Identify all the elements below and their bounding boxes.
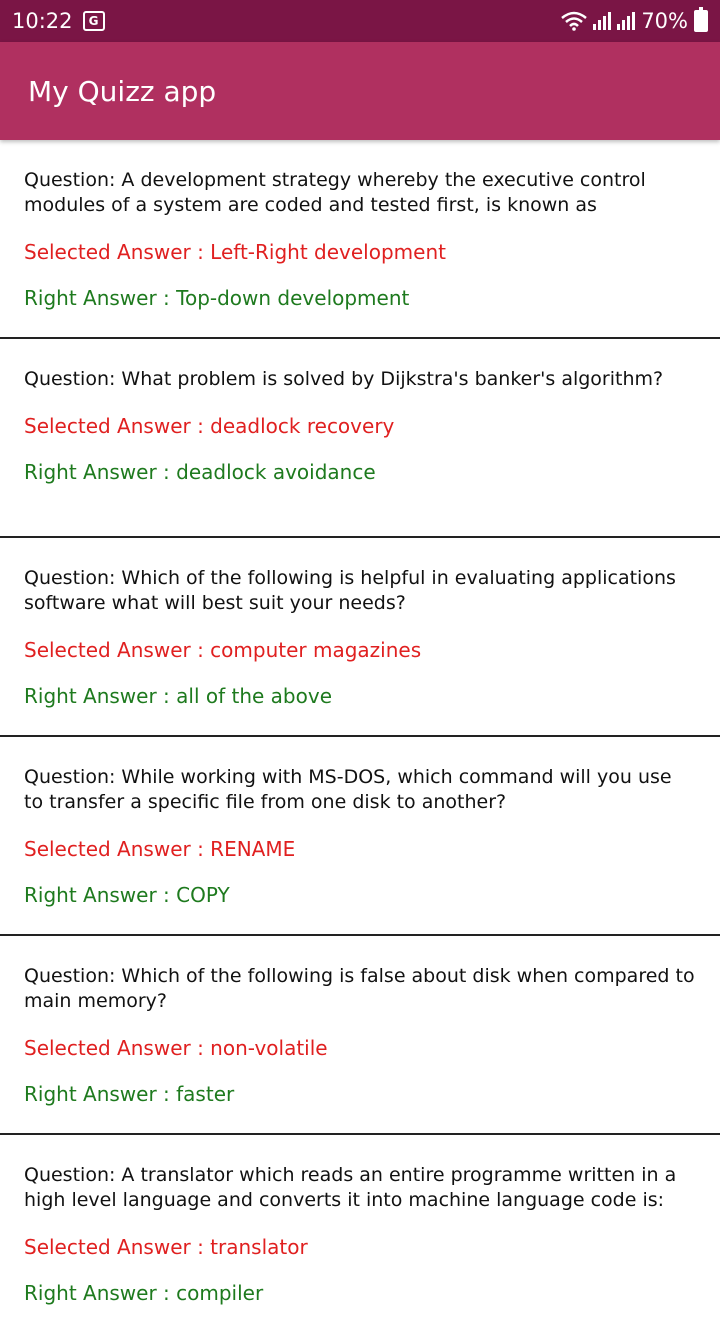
list-item <box>0 936 720 1135</box>
page-title: My Quizz app <box>28 74 217 108</box>
selected-answer: Selected Answer : translator <box>24 1235 308 1259</box>
battery-percent: 70% <box>641 9 688 33</box>
question-text: Question: A translator which reads an entire programme written in a high level language and converts it into machine language code is: <box>24 1164 677 1211</box>
translate-icon: G <box>83 11 105 31</box>
question-text: Question: Which of the following is helpful in evaluating applications software what will best suit your needs? <box>24 567 676 614</box>
right-answer: Right Answer : deadlock avoidance <box>24 460 376 484</box>
battery-icon <box>694 10 708 32</box>
right-answer: Right Answer : compiler <box>24 1281 264 1305</box>
list-item <box>0 140 720 339</box>
right-answer: Right Answer : faster <box>24 1082 235 1106</box>
selected-answer: Selected Answer : non-volatile <box>24 1036 328 1060</box>
clock: 10:22 <box>12 9 73 33</box>
list-item <box>0 737 720 936</box>
app-bar <box>0 42 720 140</box>
list-item <box>0 538 720 737</box>
right-answer: Right Answer : all of the above <box>24 684 333 708</box>
question-text: Question: What problem is solved by Dijkstra's banker's algorithm? <box>24 368 664 390</box>
signal-icon <box>593 12 611 30</box>
list-item <box>0 1135 720 1334</box>
wifi-icon <box>561 11 587 31</box>
question-text: Question: Which of the following is false about disk when compared to main memory? <box>24 965 695 1012</box>
right-answer: Right Answer : Top-down development <box>24 286 410 310</box>
question-text: Question: A development strategy whereby the executive control modules of a system are coded and tested first, is known as <box>24 169 646 216</box>
selected-answer: Selected Answer : computer magazines <box>24 638 422 662</box>
status-bar <box>0 0 720 42</box>
right-answer: Right Answer : COPY <box>24 883 230 907</box>
list-item <box>0 339 720 538</box>
question-text: Question: While working with MS-DOS, which command will you use to transfer a specific file from one disk to another? <box>24 766 672 813</box>
selected-answer: Selected Answer : RENAME <box>24 837 296 861</box>
selected-answer: Selected Answer : deadlock recovery <box>24 414 395 438</box>
signal-icon <box>617 12 635 30</box>
question-list[interactable] <box>0 140 720 1334</box>
selected-answer: Selected Answer : Left-Right development <box>24 240 446 264</box>
